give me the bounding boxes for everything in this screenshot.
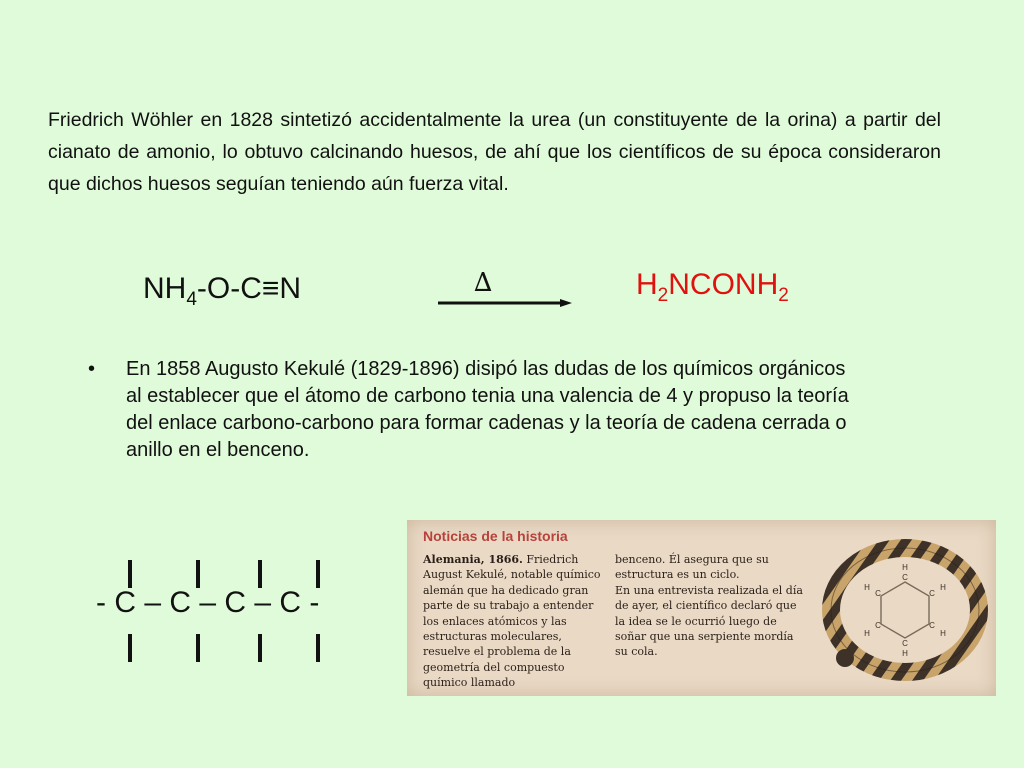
clipping-headline: Alemania, 1866. — [423, 553, 523, 566]
ring-h-label: H — [940, 629, 946, 638]
reactant-part: NH — [143, 272, 187, 305]
ring-h-label: H — [902, 563, 908, 572]
product-subscript: 2 — [657, 285, 669, 306]
bond-line — [196, 634, 200, 662]
clipping-column-1 — [423, 552, 611, 691]
ring-atom-label: C — [875, 589, 881, 598]
bond-line — [316, 560, 320, 588]
ring-atom-label: C — [902, 639, 908, 648]
reactant-part: N — [279, 272, 302, 305]
heat-symbol: ∆ — [474, 268, 493, 298]
bond-line — [128, 560, 132, 588]
bond-line — [128, 634, 132, 662]
ouroboros-benzene-illustration — [817, 534, 989, 690]
clipping-title: Noticias de la historia — [423, 528, 568, 544]
benzene-ring — [881, 582, 929, 638]
intro-paragraph: Friedrich Wöhler en 1828 sintetizó accidentalmente la urea (un constituyente de la orina) a partir del cianato de amonio, lo obtuvo calcinando huesos, de ahí que los científicos de su época consideraron que dichos huesos seguían teniendo aún fuerza vital. — [48, 109, 941, 195]
news-clipping — [407, 520, 996, 696]
clipping-text-1: Friedrich August Kekulé, notable químico alemán que ha dedicado gran parte de su trabajo a entender los enlaces atómicos y las estructuras moleculares, resuelve el problema de la geometría del compuesto químico llamado — [423, 553, 601, 690]
product-part: H — [636, 268, 658, 301]
product-part: NCONH — [668, 268, 779, 301]
triple-bond-symbol: ≡ — [261, 272, 280, 305]
ring-atom-label: C — [902, 573, 908, 582]
product-formula — [636, 268, 789, 306]
ring-atom-label: C — [929, 589, 935, 598]
reactant-part: -O-C — [196, 272, 262, 305]
bullet-mark: • — [88, 358, 96, 380]
bond-line — [316, 634, 320, 662]
snake-head — [836, 649, 854, 667]
reactant-formula — [143, 272, 302, 310]
ring-atom-label: C — [875, 621, 881, 630]
ring-atom-label: C — [929, 621, 935, 630]
bond-line — [258, 634, 262, 662]
product-subscript: 2 — [778, 285, 789, 306]
ring-h-label: H — [864, 629, 870, 638]
reactant-subscript: 4 — [186, 289, 197, 310]
ring-h-label: H — [940, 583, 946, 592]
kekule-bullet — [88, 356, 868, 464]
reaction-arrow — [438, 299, 572, 307]
ring-h-label: H — [864, 583, 870, 592]
bullet-text: En 1858 Augusto Kekulé (1829-1896) disipó las dudas de los químicos orgánicos al establecer que el átomo de carbono tenia una valencia de 4 y propuso la teoría del enlace carbono-carbono para formar cadenas y la teoría de cadena cerrada o anillo en el benceno. — [126, 358, 849, 461]
carbon-chain-text: - C – C – C – C - — [96, 586, 320, 619]
clipping-column-2: benceno. Él asegura que su estructura es un ciclo. En una entrevista realizada el día de ayer, el científico declaró que la idea se le ocurrió luego de soñar que una serpiente mordía su cola. — [615, 553, 803, 659]
ring-h-label: H — [902, 649, 908, 658]
carbon-chain-diagram — [96, 556, 366, 666]
bond-line — [196, 560, 200, 588]
bond-line — [258, 560, 262, 588]
